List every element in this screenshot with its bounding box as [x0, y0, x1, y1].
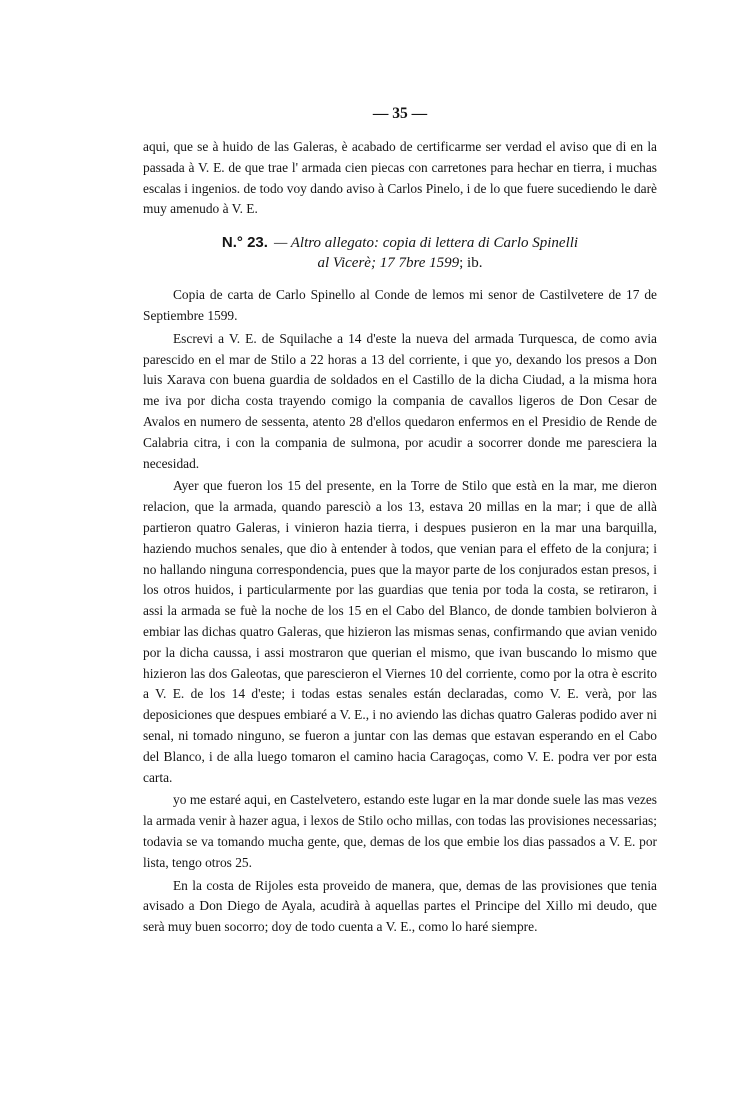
paragraph-ayer: Ayer que fueron los 15 del presente, en la Torre de Stilo que està en la mar, me dieron relacion, que la armada, quando paresciò a los 13, estava 20 millas en la mar; i que de allà partieron quatro Galeras, i vinieron hazia tierra, i despues pusieron en la mar una barquilla, haziendo muchos senales, que dio à entender à todos, que venian para el effeto de la conjura; i no hallando ninguna correspondencia, pues que la mayor parte de los conjurados estan presos, i los otros huidos, i particularmente por las guardias que tenia por toda la costa, se retiraron, i assi la armada se fuè la noche de los 15 en el Cabo del Blanco, de donde tambien bolvieron à embiar las dichas quatro Galeras, que hizieron las mismas senas, confirmando que avian venido por la dicha caussa, i assi mostraron que querian el mismo, que ivan buscando lo mismo que hizieron las dos Galeotas, que parescieron el Viernes 10 del corriente, como por la otra è escrito a V. E. de los 14 d'este; i todas estas senales están declaradas, como V. E. verà, por las deposiciones que despues embiaré a V. E., i no aviendo las dichas quatro Galeras podido aver ni senal, ni tomado ninguno, se fueron a juntar con las demas que estavan esperando en el Cabo del Blanco, i de alla luego tomaron el camino hacia Caragoças, como V. E. podra ver por esta carta.	[143, 478, 657, 785]
paragraph-en-la-costa: En la costa de Rijoles esta proveido de manera, que, demas de las provisiones que tenia avisado a Don Diego de Ayala, acudirà à aquellas partes el Principe del Xillo mi deudo, que serà muy buen socorro; doy de todo cuenta a V. E., como lo haré siempre.	[143, 877, 657, 935]
document-title-line2-wrap	[143, 253, 657, 273]
paragraph-escrevi: Escrevi a V. E. de Squilache a 14 d'este la nueva del armada Turquesca, de como avia parescido en el mar de Stilo a 22 horas a 13 del corriente, i que yo, dexando los presos a Don luis Xarava con buena guardia de soldados en el Castillo de la dicha Ciudad, a la misma hora me iva por dicha costa trayendo comigo la compania de cavallos ligeros de Don Cesar de Avalos en numero de sessenta, atento 28 d'ellos quedaron enfermos en el Presidio de Rende de Calabria citra, i con la compania de sulmona, por acudir a socorrer donde me paresciera la necesidad.	[143, 330, 657, 471]
document-heading	[143, 233, 657, 273]
document-title-line1: — Altro allegato: copia di lettera di Carlo Spinelli	[273, 235, 579, 252]
document-title-line2: al Vicerè; 17 7bre 1599	[317, 255, 460, 272]
continuation-paragraph: aqui, que se à huido de las Galeras, è acabado de certificarme ser verdad el aviso que di en la passada à V. E. de que trae l' armada cien piecas con carretones para hechar en tierra, i muchas escalas i ingenios. de todo voy dando aviso à Carlos Pinelo, i de lo que fuere sucediendo le darè muy amenudo à V. E.	[143, 139, 657, 217]
paragraph-yo-me-estare: yo me estaré aqui, en Castelvetero, estando este lugar en la mar donde suele las mas vezes la armada venir à hazer agua, i lexos de Stilo ocho millas, con todas las provisiones necessarias; todavia se va tomando mucha gente, que, demas de los que embie los dias passados a V. E. por lista, tengo otros 25.	[143, 792, 657, 870]
page-number: — 35 —	[372, 105, 428, 122]
document-number: N.° 23.	[221, 234, 268, 252]
document-reference: ; ib.	[459, 255, 483, 272]
paragraph-heading-copy: Copia de carta de Carlo Spinello al Conde de lemos mi senor de Castilvetere de 17 de Septiembre 1599.	[143, 287, 657, 323]
page	[143, 104, 657, 938]
